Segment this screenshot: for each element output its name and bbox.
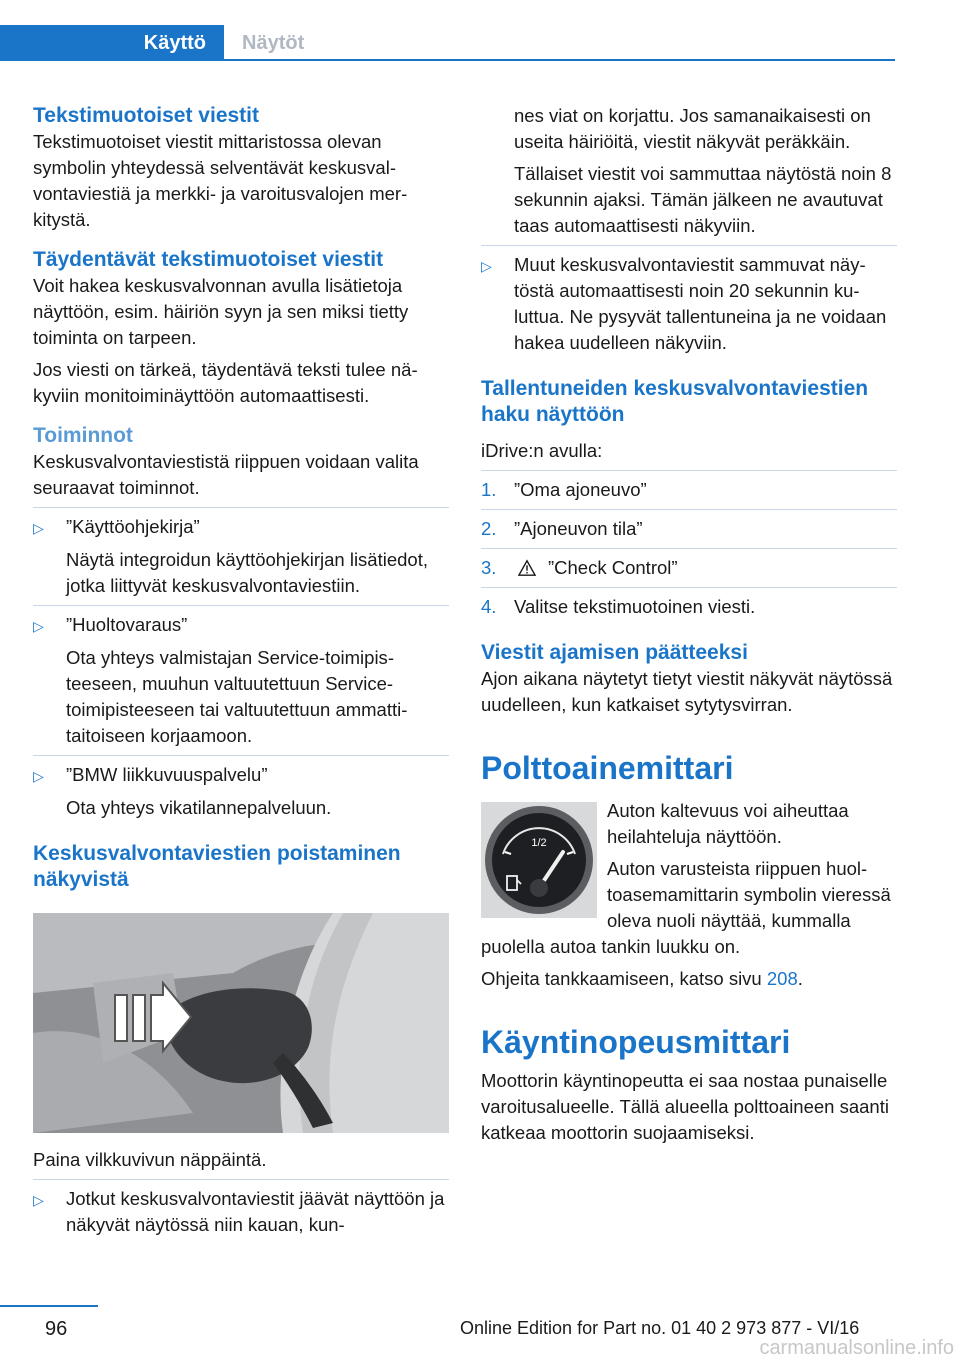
divider [481,587,897,588]
page-reference-link[interactable]: 208 [766,968,798,989]
paragraph: Auton kaltevuus voi aiheuttaa heilahteluja näyttöön. [607,800,849,847]
paragraph: Jos viesti on tärkeä, täydentävä teksti tulee näkyviin monitoiminäyttöön automaattisesti. [33,359,418,406]
numbered-step: 3. ”Check Control” [481,555,897,581]
bullet-detail: Näytä integroidun käyttöohjekirjan lisätiedot, jotka liittyvät keskusvalvontaviestiin. [66,549,428,596]
tab-kaytto[interactable]: Käyttö [0,25,224,61]
left-column [33,103,449,1238]
divider [33,605,449,606]
bullet-triangle-icon: ▷ [33,520,44,536]
header-tabs [0,25,895,61]
paragraph: Ohjeita tankkaamiseen, katso sivu 208. [481,968,803,989]
edition-text: Online Edition for Part no. 01 40 2 973 877 - VI/16 [460,1318,860,1338]
list-item: ▷ ”Huoltovaraus” [33,612,449,639]
page-number: 96 [45,1318,68,1340]
section-title-clear-messages: Keskusvalvontaviestien poistaminen näkyvistä [33,842,401,891]
divider [33,755,449,756]
list-item: ▷ Jotkut keskusvalvontaviestit jäävät näyttöön ja näkyvät näytössä niin kauan, kun- [33,1186,449,1238]
fuel-section [481,798,897,992]
divider [481,548,897,549]
bullet-detail: nes viat on korjattu. Jos samanaikaisesti on useita häiriöitä, viestit näkyvät peräkkäin. [514,105,871,152]
paragraph: Voit hakea keskusvalvonnan avulla lisätietoja näyttöön, esim. häiriön syyn ja sen miksi tietty toiminta on tarpeen. [33,275,409,348]
numbered-step: 1. ”Oma ajoneuvo” [481,479,647,500]
bullet-triangle-icon: ▷ [33,1192,44,1208]
list-item: ▷ Muut keskusvalvontaviestit sammuvat näytöstä automaattisesti noin 20 sekunnin kuluttua. Ne pysyvät tallentuneina ja ne voidaan hakea uudelleen näkyviin. [481,252,897,356]
bullet-detail: Tällaiset viestit voi sammuttaa näytöstä noin 8 sekunnin ajaksi. Tämän jälkeen ne avautuvat taas automaattisesti näkyviin. [514,163,892,236]
bullet-detail: Ota yhteys vikatilannepalveluun. [66,797,332,818]
tab-naytot[interactable]: Näytöt [242,31,305,54]
turn-signal-lever-image [33,913,449,1133]
section-title-stored-messages: Tallentuneiden keskusvalvontaviestien haku näyttöön [481,377,869,426]
numbered-step: 4. Valitse tekstimuotoinen viesti. [481,596,756,617]
footer-rule [0,1305,98,1307]
divider [33,1179,449,1180]
step-label: ”Check Control” [548,557,678,578]
paragraph: Keskusvalvontaviestistä riippuen voidaan valita seuraavat toiminnot. [33,451,419,498]
paragraph: Ajon aikana näytetyt tietyt viestit näkyvät näytössä uudelleen, kun katkaiset sytytysvirran. [481,668,893,715]
photo-caption: Paina vilkkuvivun näppäintä. [33,1149,267,1170]
list-item: ▷ ”Käyttöohjekirja” [33,514,449,541]
divider [481,245,897,246]
section-title-supplementary-messages: Täydentävät tekstimuotoiset viestit [33,248,384,271]
section-title-functions: Toiminnot [33,424,133,447]
heading-tachometer: Käyntinopeusmittari [481,1024,791,1060]
right-column [481,103,897,1146]
list-item: ▷ ”BMW liikkuvuuspalvelu” [33,762,449,789]
paragraph: Moottorin käyntinopeutta ei saa nostaa punaiselle varoitusalueelle. Tällä alueella polttoaineen saanti katkeaa moottorin suojaamiseksi. [481,1070,889,1143]
bullet-triangle-icon: ▷ [481,258,492,274]
divider [481,509,897,510]
gauge-half-label: 1/2 [531,837,547,849]
heading-fuel-gauge: Polttoainemittari [481,750,734,786]
bullet-triangle-icon: ▷ [33,618,44,634]
bullet-triangle-icon: ▷ [33,768,44,784]
paragraph: Tekstimuotoiset viestit mittaristossa olevan symbolin yhteydessä selventävät keskusvalvontaviestiä ja merkki- ja varoitusvalojen merkitystä. [33,131,408,230]
fuel-gauge-image [481,802,597,918]
bullet-detail: Ota yhteys valmistajan Service-toimipisteeseen, muuhun valtuutettuun Service-toimipisteeseen tai valtuutettuun ammattitaitoiseen korjaamoon. [66,647,408,746]
numbered-step: 2. ”Ajoneuvon tila” [481,518,643,539]
divider [33,507,449,508]
section-title-text-messages: Tekstimuotoiset viestit [33,104,259,127]
warning-triangle-icon [518,559,536,577]
section-title-end-of-drive: Viestit ajamisen päätteeksi [481,641,748,664]
watermark: carmanualsonline.info [759,1337,954,1359]
divider [481,470,897,471]
paragraph: Auton varusteista riippuen huoltoasemamittarin symbolin vieressä oleva nuoli näyttää, kummalla puolella autoa tankin luukku on. [481,858,891,957]
header-rule [224,59,895,61]
paragraph: iDrive:n avulla: [481,440,603,461]
